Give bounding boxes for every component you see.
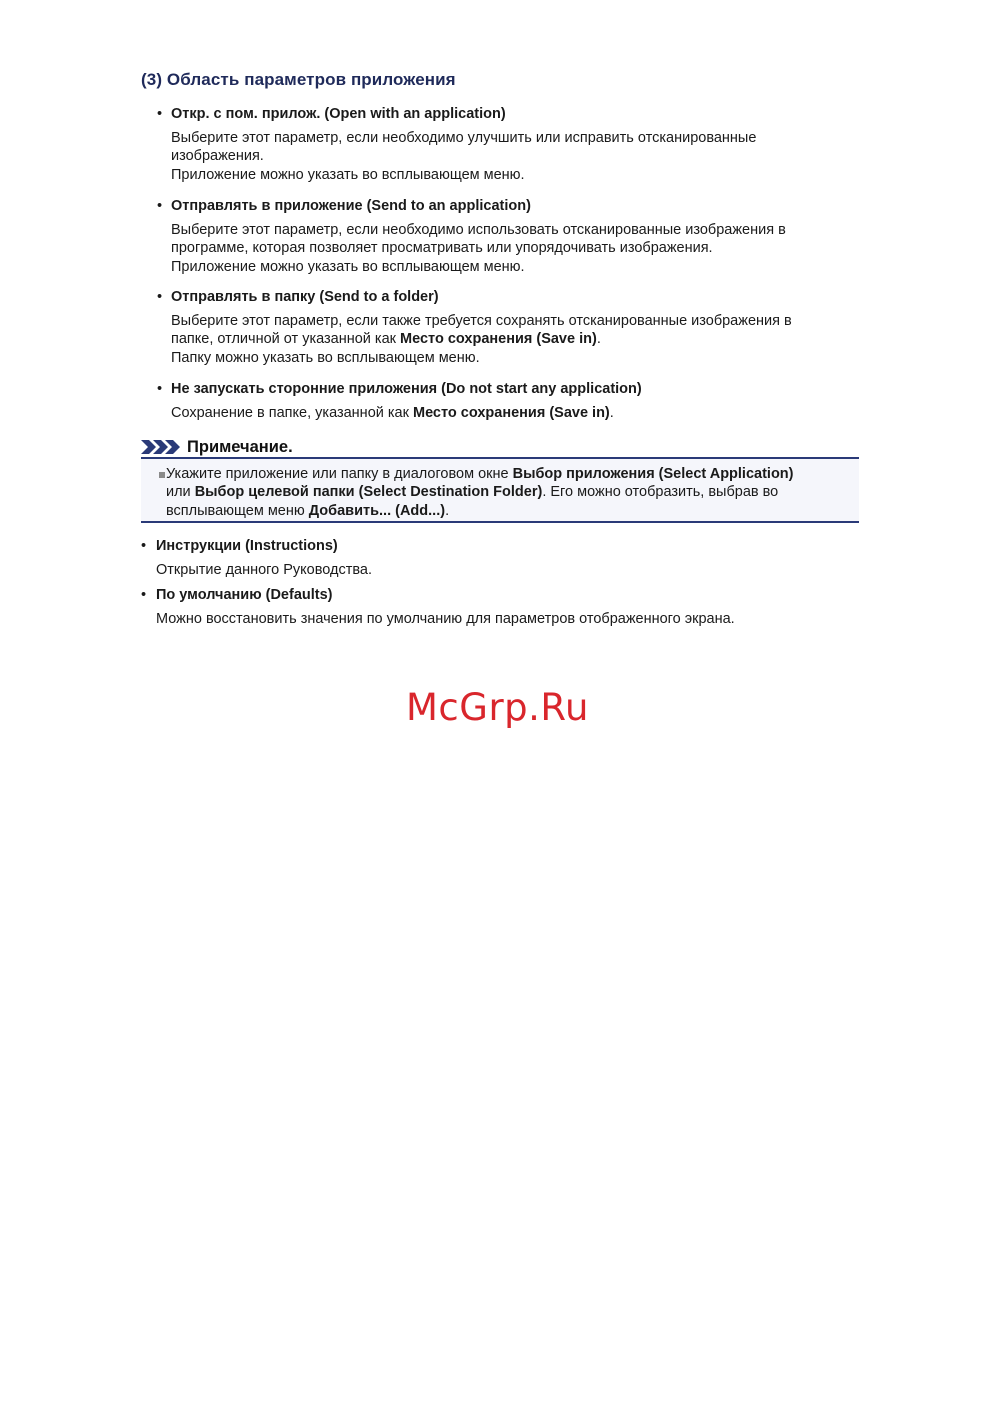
option-title: Отправлять в папку (Send to a folder) (171, 289, 439, 305)
note-box (141, 457, 859, 523)
bullet: • (157, 106, 163, 122)
item-description: Открытие данного Руководства. (156, 562, 373, 578)
note-text-segment: всплывающем меню (166, 502, 309, 519)
add-menu-term: Добавить... (Add...) (308, 502, 446, 519)
watermark: McGrp.Ru (406, 686, 589, 729)
option-heading (157, 380, 857, 398)
description-line: программе, которая позволяет просматривать или упорядочивать изображения. (171, 240, 713, 257)
description-text: папке, отличной от указанной как (171, 331, 401, 348)
note-text (166, 465, 846, 520)
description-line: Выберите этот параметр, если также требуется сохранять отсканированные изображения в (171, 313, 792, 329)
save-in-term: Место сохранения (Save in) (412, 405, 610, 421)
save-in-term: Место сохранения (Save in) (400, 331, 597, 348)
note-text-segment: . Его можно отобразить, выбрав во (542, 484, 779, 501)
select-destination-folder-term: Выбор целевой папки (Select Destination Folder) (194, 484, 543, 501)
item-title: Инструкции (Instructions) (156, 538, 338, 554)
bullet: • (141, 587, 147, 603)
description-line: Приложение можно указать во всплывающем меню. (171, 258, 525, 275)
note-text-segment: . (445, 502, 450, 519)
description-line: Приложение можно указать во всплывающем меню. (171, 166, 525, 183)
option-description (157, 129, 857, 184)
option-description (157, 404, 857, 422)
option-title: Не запускать сторонние приложения (Do not start any application) (171, 381, 642, 397)
description-line: Папку можно указать во всплывающем меню. (171, 349, 480, 366)
note-title: Примечание. (187, 437, 293, 456)
description-line: Выберите этот параметр, если необходимо улучшить или исправить отсканированные (171, 130, 757, 146)
description-text: . (596, 331, 601, 348)
option-do-not-start-application (157, 380, 857, 422)
description-line: изображения. (171, 148, 264, 165)
item-instructions (141, 537, 861, 579)
section-title: (3) Область параметров приложения (141, 70, 456, 89)
description-line (171, 330, 857, 348)
description-text: . (609, 405, 614, 421)
option-description (157, 221, 857, 276)
bullet: • (157, 289, 163, 305)
item-heading (141, 586, 861, 604)
bullet: • (141, 538, 147, 554)
note-chevrons-icon (141, 438, 185, 456)
item-title: По умолчанию (Defaults) (156, 587, 333, 603)
option-title: Отправлять в приложение (Send to an application) (171, 198, 531, 214)
option-title: Откр. с пом. прилож. (Open with an application) (171, 106, 506, 122)
option-heading (157, 197, 857, 215)
note-text-segment: или (166, 484, 195, 501)
option-send-to-folder (157, 288, 857, 367)
note-square-bullet-icon (159, 472, 165, 478)
option-description (157, 312, 857, 367)
option-heading (157, 105, 857, 123)
description-line: Выберите этот параметр, если необходимо использовать отсканированные изображения в (171, 222, 786, 238)
note-header (141, 436, 293, 458)
select-application-term: Выбор приложения (Select Application) (512, 466, 794, 482)
option-open-with-application (157, 105, 857, 184)
bullet: • (157, 198, 163, 214)
option-heading (157, 288, 857, 306)
item-defaults (141, 586, 861, 628)
item-description: Можно восстановить значения по умолчанию для параметров отображенного экрана. (156, 611, 735, 627)
bullet: • (157, 381, 163, 397)
description-text: Сохранение в папке, указанной как (171, 405, 413, 421)
option-send-to-application (157, 197, 857, 276)
item-heading (141, 537, 861, 555)
note-text-segment: Укажите приложение или папку в диалоговом окне (166, 466, 513, 482)
